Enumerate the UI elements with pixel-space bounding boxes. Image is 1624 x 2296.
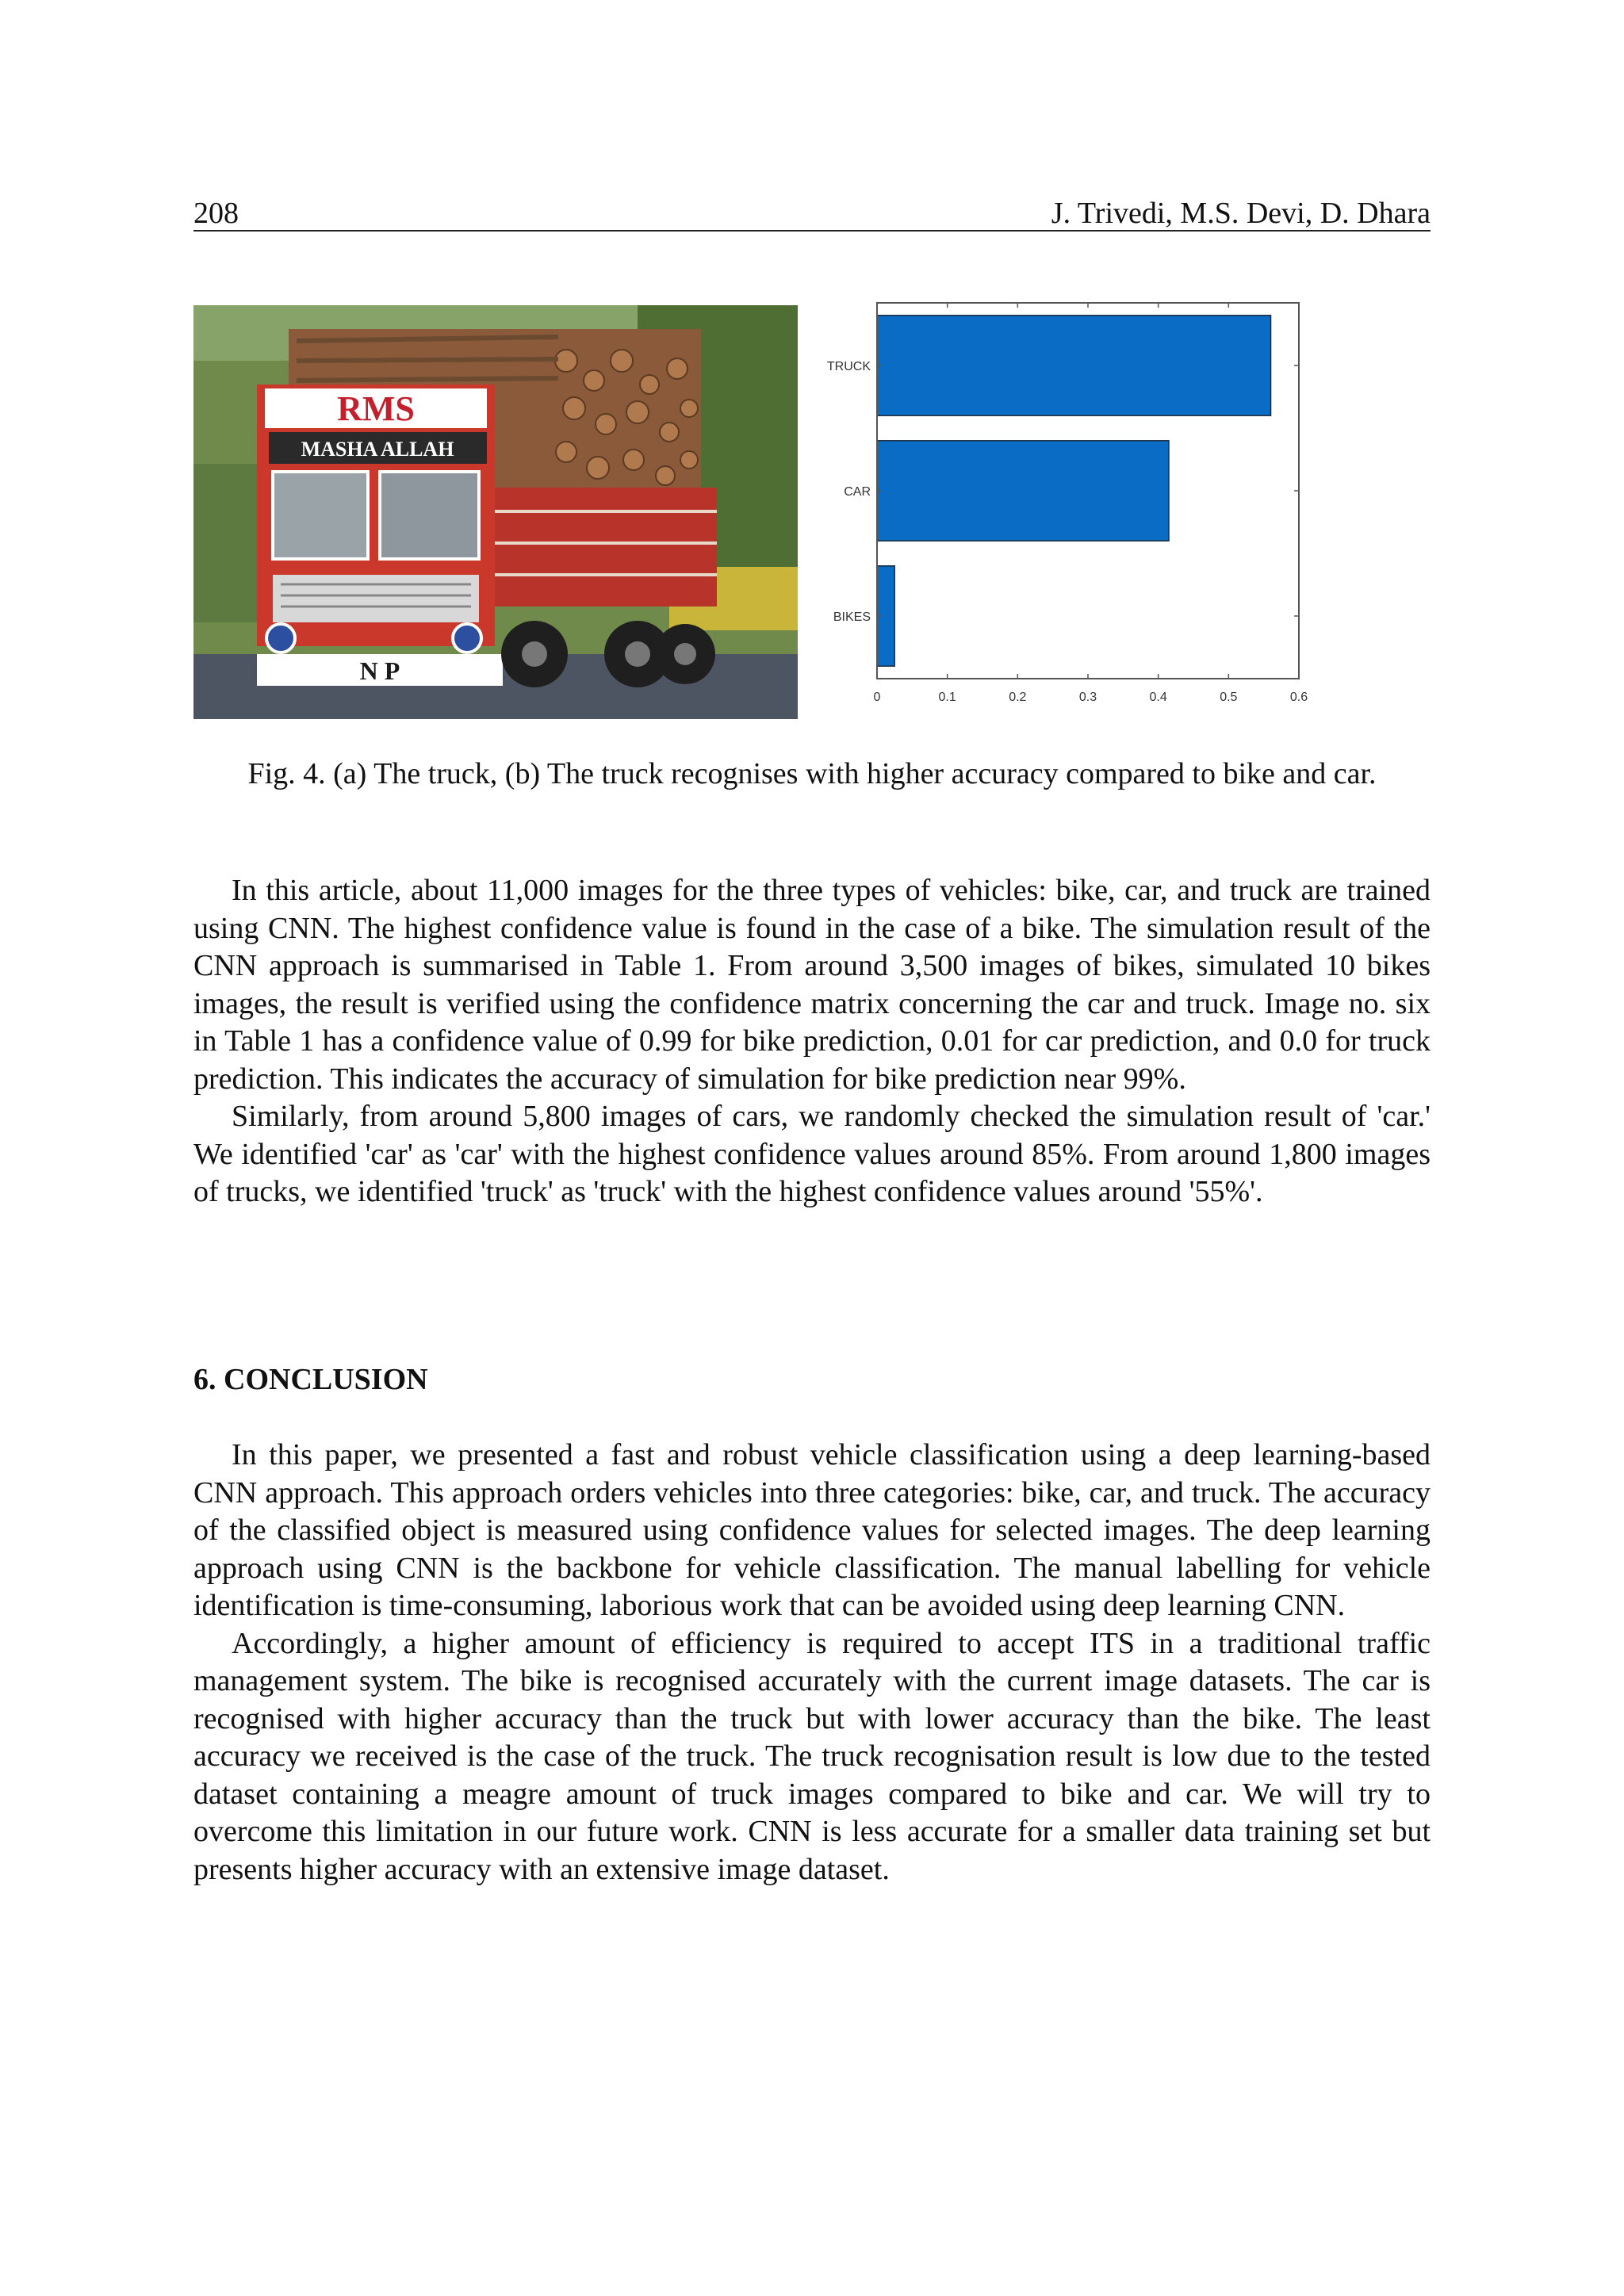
conclusion-paragraph: Accordingly, a higher amount of efficiency is required to accept ITS in a traditional traffic management system. The bike is recognised accurately with the current image datasets. The car is recognised with higher accuracy than the truck but with lower accuracy than the bike. The least accuracy we received is the case of the truck. The truck recognisation result is low due to the tested dataset containing a meagre amount of truck images compared to bike and car. We will try to overcome this limitation in our future work. CNN is less accurate for a smaller data training set but presents higher accuracy with an extensive image dataset. (193, 1626, 1431, 1886)
chart-bar-truck (877, 316, 1271, 415)
chart-x-tick-label: 0.5 (1220, 691, 1238, 704)
truck-photo (193, 305, 798, 719)
results-paragraph: In this article, about 11,000 images for the three types of vehicles: bike, car, and truck are trained using CNN. The highest confidence value is found in the case of a bike. The simulation result of the CNN approach is summarised in Table 1. From around 3,500 images of bikes, simulated 10 bikes images, the result is verified using the confidence matrix concerning the car and truck. Image no. six in Table 1 has a confidence value of 0.99 for bike prediction, 0.01 for car prediction, and 0.0 for truck prediction. This indicates the accuracy of simulation for bike prediction near 99%. (193, 874, 1431, 1096)
chart-bars (877, 316, 1271, 666)
chart-category-label: BIKES (833, 610, 871, 624)
chart-x-tick-label: 0.1 (938, 691, 956, 704)
chart-x-tick-label: 0.6 (1289, 691, 1308, 704)
sign-rms: RMS (337, 389, 415, 428)
conclusion-section (193, 1437, 1431, 1888)
results-paragraph: Similarly, from around 5,800 images of cars, we randomly checked the simulation result of 'car.' We identified 'car' as 'car' with the highest confidence values around 85%. From around 1,800 images of trucks, we identified 'truck' as 'truck' with the highest confidence values around '55%'. (193, 1100, 1431, 1208)
chart-x-tick-label: 0.4 (1149, 691, 1167, 704)
chart-x-tick-label: 0.3 (1078, 691, 1097, 704)
running-header (193, 193, 1431, 232)
confidence-bar-chart (801, 293, 1372, 706)
running-authors: J. Trivedi, M.S. Devi, D. Dhara (1051, 197, 1431, 230)
figure-caption: Fig. 4. (a) The truck, (b) The truck recognises with higher accuracy compared to bike and car. (247, 757, 1377, 790)
results-section (193, 872, 1431, 1211)
page-number: 208 (193, 197, 239, 230)
chart-bar-car (877, 441, 1169, 541)
number-plate: N P (359, 656, 400, 685)
chart-svg (801, 293, 1372, 706)
section-heading-conclusion: 6. CONCLUSION (193, 1363, 428, 1396)
conclusion-paragraph: In this paper, we presented a fast and robust vehicle classification using a deep learning-based CNN approach. This approach orders vehicles into three categories: bike, car, and truck. The accuracy of the classified object is measured using confidence values for selected images. The deep learning approach using CNN is the backbone for vehicle classification. The manual labelling for vehicle identification is time-consuming, laborious work that can be avoided using deep learning CNN. (193, 1438, 1431, 1622)
chart-category-label: TRUCK (826, 360, 871, 373)
sign-masha-allah: MASHA ALLAH (301, 438, 454, 461)
chart-category-label: CAR (844, 485, 871, 499)
chart-x-tick-label: 0 (873, 691, 881, 704)
chart-x-tick-label: 0.2 (1009, 691, 1027, 704)
